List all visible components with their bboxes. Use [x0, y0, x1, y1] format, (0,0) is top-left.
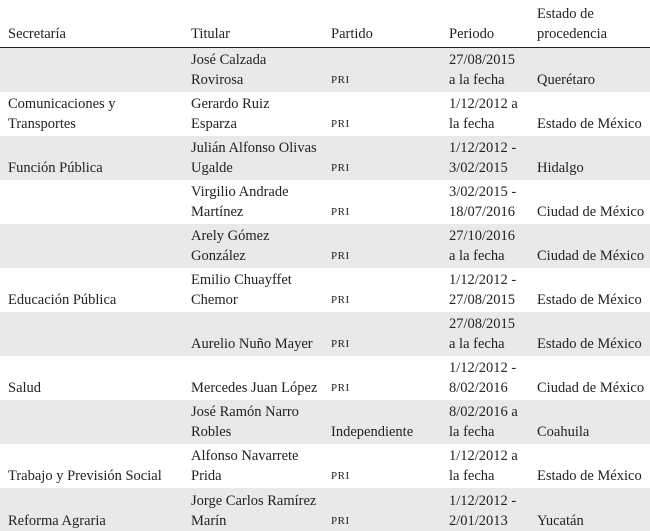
cell-titular: José Calzada Rovirosa — [183, 48, 323, 93]
table-row — [0, 92, 650, 136]
cell-secretaria — [0, 180, 183, 224]
cell-secretaria: Comunicaciones y Transportes — [0, 92, 183, 136]
cell-titular: Aurelio Nuño Mayer — [183, 312, 323, 356]
cell-partido: PRI — [323, 136, 441, 180]
header-secretaria: Secretaría — [0, 0, 183, 48]
table-row — [0, 48, 650, 93]
cell-periodo: 27/08/2015 a la fecha — [441, 312, 529, 356]
header-partido: Partido — [323, 0, 441, 48]
cell-partido: PRI — [323, 48, 441, 93]
cell-estado: Hidalgo — [529, 136, 650, 180]
cell-titular: Emilio Chuayffet Chemor — [183, 268, 323, 312]
cell-secretaria — [0, 400, 183, 444]
header-titular: Titular — [183, 0, 323, 48]
cell-secretaria — [0, 224, 183, 268]
cell-secretaria: Función Pública — [0, 136, 183, 180]
cell-periodo: 8/02/2016 a la fecha — [441, 400, 529, 444]
cell-estado: Estado de México — [529, 444, 650, 488]
header-periodo: Periodo — [441, 0, 529, 48]
table-row — [0, 356, 650, 400]
cell-secretaria: Trabajo y Previsión Social — [0, 444, 183, 488]
cell-estado: Ciudad de México — [529, 356, 650, 400]
table-row — [0, 224, 650, 268]
table-body — [0, 48, 650, 531]
cell-partido: PRI — [323, 180, 441, 224]
cell-titular: Julián Alfonso Olivas Ugalde — [183, 136, 323, 180]
cell-partido: PRI — [323, 444, 441, 488]
cell-periodo: 27/10/2016 a la fecha — [441, 224, 529, 268]
cell-periodo: 3/02/2015 - 18/07/2016 — [441, 180, 529, 224]
cell-periodo: 1/12/2012 a la fecha — [441, 444, 529, 488]
cell-partido: PRI — [323, 312, 441, 356]
header-estado: Estado de procedencia — [529, 0, 650, 48]
cell-partido: PRI — [323, 356, 441, 400]
cell-estado: Ciudad de México — [529, 180, 650, 224]
cell-titular: Virgilio Andrade Martínez — [183, 180, 323, 224]
cell-titular: Alfonso Navarrete Prida — [183, 444, 323, 488]
cell-titular: José Ramón Narro Robles — [183, 400, 323, 444]
cell-partido: Independiente — [323, 400, 441, 444]
cell-periodo: 1/12/2012 a la fecha — [441, 92, 529, 136]
cell-estado: Estado de México — [529, 92, 650, 136]
cell-titular: Jorge Carlos Ramírez Marín — [183, 488, 323, 531]
cell-secretaria — [0, 312, 183, 356]
table-row — [0, 444, 650, 488]
cell-estado: Ciudad de México — [529, 224, 650, 268]
cell-secretaria — [0, 48, 183, 93]
cell-periodo: 1/12/2012 - 3/02/2015 — [441, 136, 529, 180]
cell-secretaria: Educación Pública — [0, 268, 183, 312]
cell-secretaria: Salud — [0, 356, 183, 400]
cell-estado: Estado de México — [529, 268, 650, 312]
cell-periodo: 27/08/2015 a la fecha — [441, 48, 529, 93]
cell-periodo: 1/12/2012 - 2/01/2013 — [441, 488, 529, 531]
cell-secretaria: Reforma Agraria — [0, 488, 183, 531]
cell-estado: Estado de México — [529, 312, 650, 356]
cell-partido: PRI — [323, 268, 441, 312]
cell-titular: Gerardo Ruiz Esparza — [183, 92, 323, 136]
cell-estado: Coahuila — [529, 400, 650, 444]
cell-partido: PRI — [323, 224, 441, 268]
table-row — [0, 180, 650, 224]
cell-titular: Mercedes Juan López — [183, 356, 323, 400]
cell-estado: Querétaro — [529, 48, 650, 93]
table-header — [0, 0, 650, 48]
cell-periodo: 1/12/2012 - 8/02/2016 — [441, 356, 529, 400]
table-row — [0, 136, 650, 180]
table-row — [0, 268, 650, 312]
cell-partido: PRI — [323, 488, 441, 531]
table-row — [0, 400, 650, 444]
table-row — [0, 312, 650, 356]
cell-partido: PRI — [323, 92, 441, 136]
table-row — [0, 488, 650, 531]
cell-periodo: 1/12/2012 - 27/08/2015 — [441, 268, 529, 312]
header-row — [0, 0, 650, 48]
cell-titular: Arely Gómez González — [183, 224, 323, 268]
cell-estado: Yucatán — [529, 488, 650, 531]
